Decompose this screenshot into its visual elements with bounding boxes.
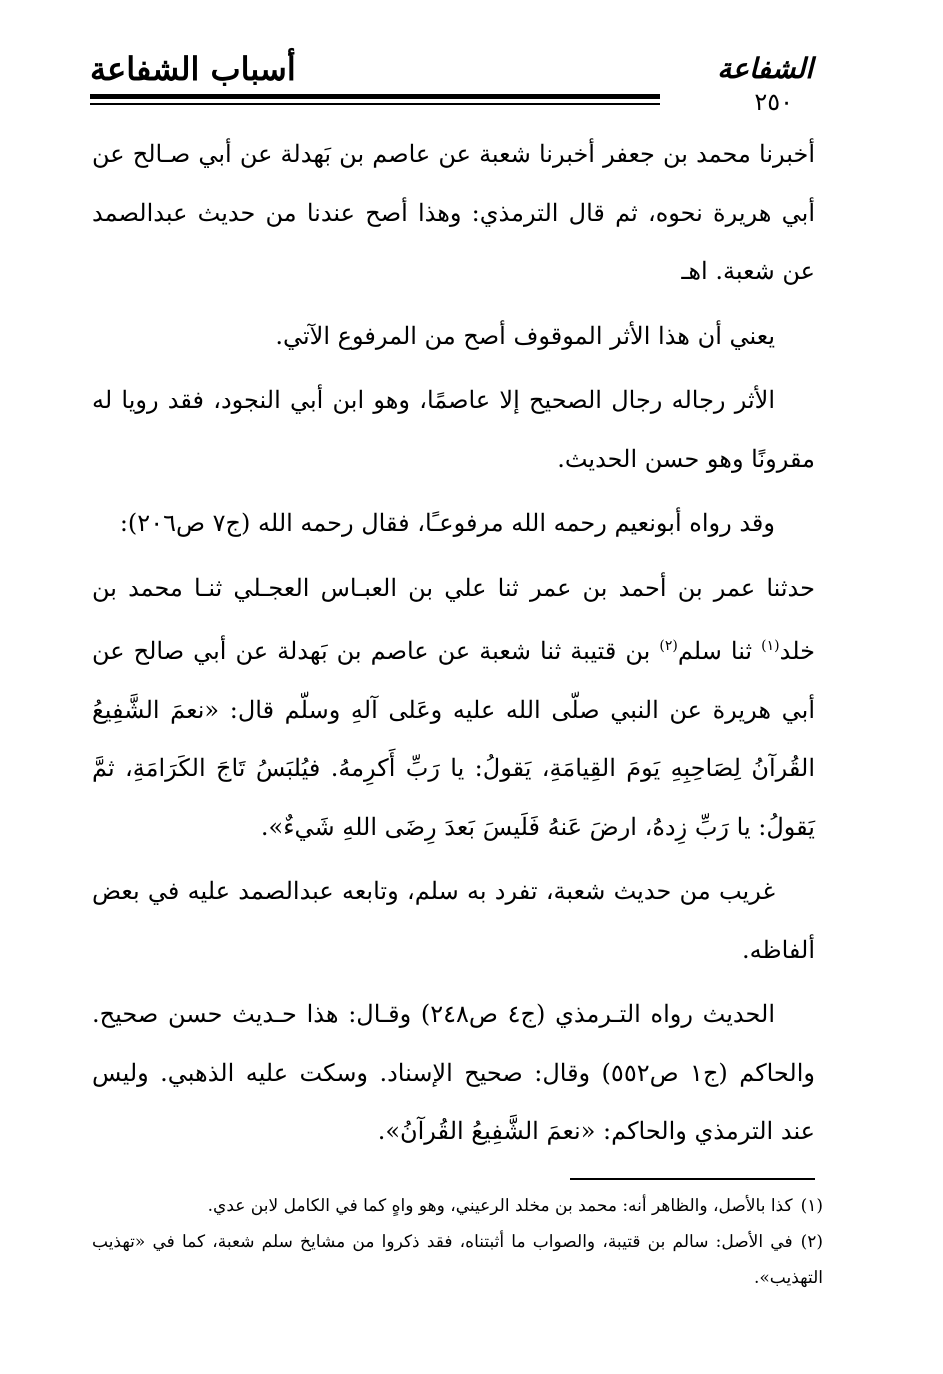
paragraph: الحديث رواه التـرمذي (ج٤ ص٢٤٨) وقـال: هذا حـديث حسن صحيح. والحاكم (ج١ ص٥٥٢) وقال: صحيح الإسناد. وسكت عليه الذهبي. وليس عند الترمذي والحاكم: «نعمَ الشَّفِيعُ القُرآنُ».	[92, 1000, 815, 1145]
paragraph: وقد رواه أبونعيم رحمه الله مرفوعـًا، فقال رحمه الله (ج٧ ص٢٠٦):	[119, 509, 775, 537]
header-rule-thin	[90, 103, 660, 105]
footnote-2	[92, 1224, 823, 1296]
running-header-logo: الشفاعة	[717, 52, 813, 85]
footnotes	[92, 1188, 823, 1296]
main-text	[92, 125, 815, 1167]
text-run: ثنا سلم	[677, 637, 762, 665]
text-run: بن قتيبة ثنا شعبة عن عاصم بن بَهدلة عن أبي صالح عن أبي هريرة عن النبي صلّى الله عليه وعَلى آلهِ وسلّم قال: «نعمَ الشَّفِيعُ القُرآنُ لِصَاحِبِهِ يَومَ القِيامَةِ، يَقولُ: يا رَبِّ أَكرِمهُ. فيُلبَسُ تَاجَ الكَرَامَةِ، ثمَّ يَقولُ: يا رَبِّ زِدهُ، ارضَ عَنهُ فَلَيسَ بَعدَ رِضَى اللهِ شَيءٌ».	[92, 637, 815, 841]
page-header	[90, 40, 813, 120]
paragraph: غريب من حديث شعبة، تفرد به سلم، وتابعه عبدالصمد عليه في بعض ألفاظه.	[92, 877, 815, 964]
paragraph: أخبرنا محمد بن جعفر أخبرنا شعبة عن عاصم بن بَهدلة عن أبي صـالح عن أبي هريرة نحوه، ثم قال الترمذي: وهذا أصح عندنا من حديث عبدالصمد عن شعبة. اهـ	[92, 140, 815, 285]
footnote-text: كذا بالأصل، والظاهر أنه: محمد بن مخلد الرعيني، وهو واهٍ كما في الكامل لابن عدي.	[207, 1196, 793, 1216]
footnote-separator	[570, 1178, 815, 1180]
paragraph: يعني أن هذا الأثر الموقوف أصح من المرفوع الآتي.	[275, 321, 775, 350]
paragraph-hadith	[92, 559, 815, 857]
footnote-ref-2[interactable]: (٢)	[659, 638, 678, 654]
footnote-number: (١)	[800, 1196, 823, 1216]
footnote-number: (٢)	[800, 1232, 823, 1252]
footnote-1	[92, 1188, 823, 1224]
footnote-ref-1[interactable]: (١)	[761, 638, 780, 654]
page-number: ٢٥٠	[754, 88, 793, 116]
paragraph: الأثر رجاله رجال الصحيح إلا عاصمًا، وهو ابن أبي النجود، فقد رويا له مقرونًا وهو حسن الحديث.	[92, 386, 815, 473]
running-header-title: أسباب الشفاعة	[90, 50, 296, 88]
header-rule	[90, 94, 660, 99]
footnote-text: في الأصل: سالم بن قتيبة، والصواب ما أثبتناه، فقد ذكروا من مشايخ سلم شعبة، كما في «تهذيب التهذيب».	[92, 1232, 823, 1288]
text-run: حدثنا عمر بن أحمد بن عمر ثنا علي بن العبـاس العجـلي ثنـا محمد بن خلد	[92, 573, 815, 665]
